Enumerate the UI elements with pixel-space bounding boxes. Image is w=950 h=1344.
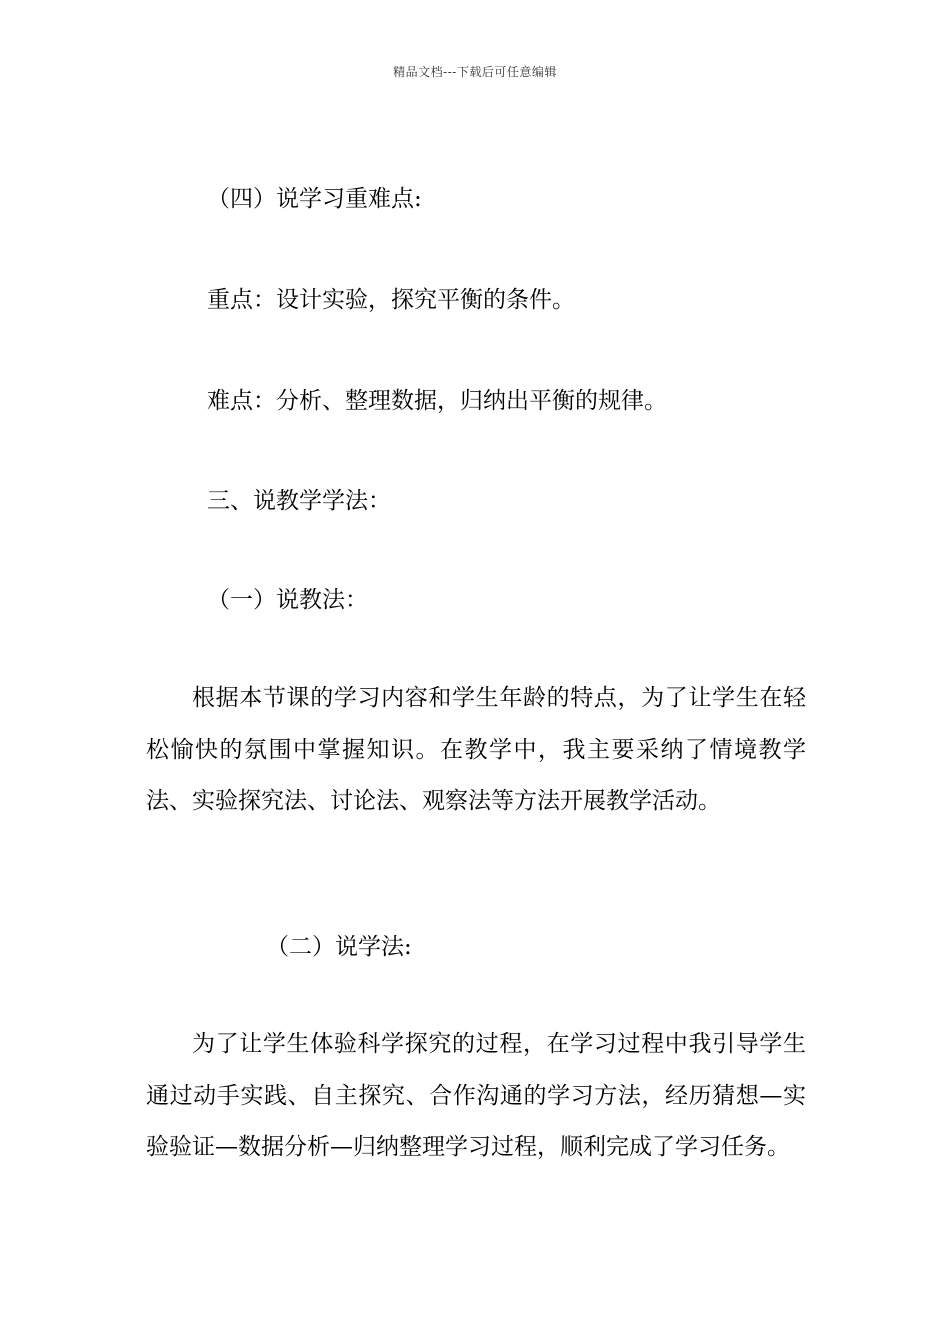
paragraph-learning-method: 为了让学生体验科学探究的过程，在学习过程中我引导学生通过动手实践、自主探究、合作沟通的学习方法，经历猜想—实验验证—数据分析—归纳整理学习过程，顺利完成了学习任务。 [146, 1031, 806, 1160]
section-teaching-learning-methods: 三、说教学学法： [207, 488, 391, 514]
key-point-text: 重点：设计实验，探究平衡的条件。 [207, 287, 575, 313]
difficult-point-text: 难点：分析、整理数据，归纳出平衡的规律。 [207, 388, 667, 414]
page-header: 精品文档---下载后可任意编辑 [393, 65, 557, 79]
subheading-teaching-method: （一）说教法： [207, 587, 368, 613]
subheading-learning-method: （二）说学法: [266, 934, 412, 960]
paragraph-teaching-method: 根据本节课的学习内容和学生年龄的特点，为了让学生在轻松愉快的氛围中掌握知识。在教学中，我主要采纳了情境教学法、实验探究法、讨论法、观察法等方法开展教学活动。 [146, 685, 806, 814]
heading-key-difficult-points: （四）说学习重难点: [207, 186, 422, 212]
